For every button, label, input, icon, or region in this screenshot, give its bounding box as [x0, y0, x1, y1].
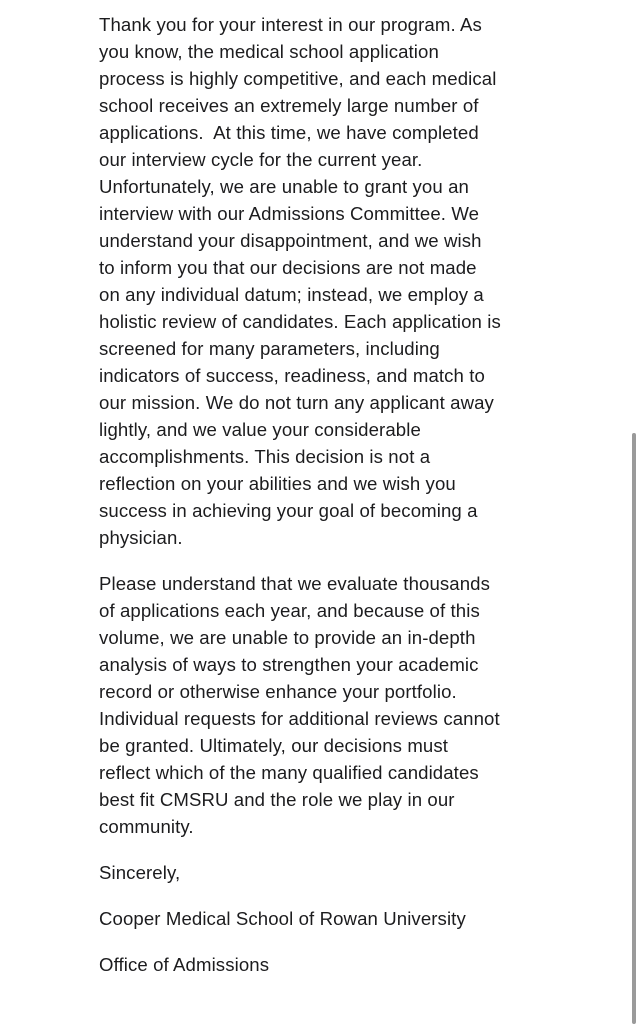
scrollbar-thumb[interactable] [632, 433, 636, 1024]
paragraph-line: lightly, and we value your considerable [99, 419, 421, 440]
paragraph-line: you know, the medical school application [99, 41, 439, 62]
paragraph-line: Thank you for your interest in our program. As [99, 14, 482, 35]
paragraph-line: Unfortunately, we are unable to grant you an [99, 176, 469, 197]
paragraph-line: Individual requests for additional reviews cannot [99, 708, 500, 729]
paragraph-line: reflect which of the many qualified candidates [99, 762, 479, 783]
paragraph-line: on any individual datum; instead, we employ a [99, 284, 484, 305]
paragraph-line: indicators of success, readiness, and match to [99, 365, 485, 386]
signature-office: Office of Admissions [99, 954, 270, 975]
paragraph-line: understand your disappointment, and we wish [99, 230, 482, 251]
paragraph-spacer [99, 840, 519, 859]
paragraph-line: accomplishments. This decision is not a [99, 446, 431, 467]
paragraph-1 [99, 11, 519, 551]
paragraph-line: volume, we are unable to provide an in-depth [99, 627, 476, 648]
signature-organization: Cooper Medical School of Rowan University [99, 908, 466, 929]
paragraph-line: record or otherwise enhance your portfolio. [99, 681, 457, 702]
paragraph-line: our mission. We do not turn any applicant away [99, 392, 494, 413]
paragraph-line: to inform you that our decisions are not made [99, 257, 477, 278]
letter-body [99, 11, 519, 978]
closing-salutation: Sincerely, [99, 862, 181, 883]
paragraph-spacer [99, 932, 519, 951]
paragraph-line: of applications each year, and because of this [99, 600, 480, 621]
paragraph-line: best fit CMSRU and the role we play in our [99, 789, 455, 810]
paragraph-spacer [99, 886, 519, 905]
paragraph-spacer [99, 551, 519, 570]
vertical-scrollbar[interactable] [631, 0, 637, 1024]
paragraph-line: screened for many parameters, including [99, 338, 440, 359]
paragraph-line: process is highly competitive, and each medical [99, 68, 497, 89]
paragraph-line: success in achieving your goal of becoming a [99, 500, 478, 521]
paragraph-line: reflection on your abilities and we wish you [99, 473, 456, 494]
paragraph-2 [99, 570, 519, 840]
paragraph-line: analysis of ways to strengthen your academic [99, 654, 479, 675]
paragraph-line: physician. [99, 527, 183, 548]
paragraph-line: applications. At this time, we have completed [99, 122, 479, 143]
paragraph-line: be granted. Ultimately, our decisions must [99, 735, 449, 756]
paragraph-line: Please understand that we evaluate thousands [99, 573, 491, 594]
paragraph-line: community. [99, 816, 194, 837]
paragraph-line: holistic review of candidates. Each application is [99, 311, 501, 332]
paragraph-line: our interview cycle for the current year. [99, 149, 423, 170]
paragraph-line: interview with our Admissions Committee. We [99, 203, 480, 224]
paragraph-line: school receives an extremely large number of [99, 95, 479, 116]
